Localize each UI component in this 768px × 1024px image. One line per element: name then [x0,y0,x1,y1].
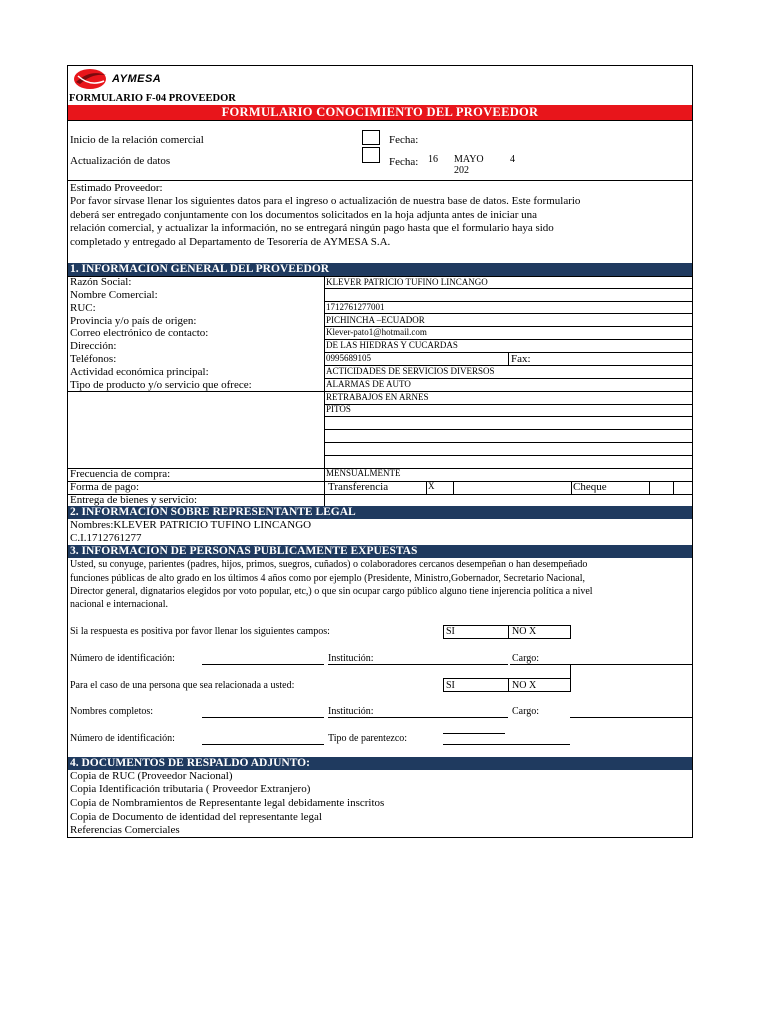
cargo-input[interactable] [510,664,692,665]
full-names-input[interactable] [202,717,324,718]
intro-line-2: Por favor sírvase llenar los siguientes datos para el ingreso o actualización de nuestra base de datos. Este formulario [70,195,581,207]
frecuencia-value[interactable]: MENSUALMENTE [326,468,401,478]
correo-label: Correo electrónico de contacto: [70,327,209,339]
brand-name: AYMESA [112,73,162,85]
actividad-value[interactable]: ACTICIDADES DE SERVICIOS DIVERSOS [326,366,495,376]
tipo-value-1[interactable]: ALARMAS DE AUTO [326,379,411,389]
transferencia-label: Transferencia [328,481,389,493]
cheque-label: Cheque [573,481,607,493]
intro-line-1: Estimado Proveedor: [70,182,163,194]
cargo-label-2: Cargo: [512,706,540,717]
id-number-input-2[interactable] [202,744,324,745]
date-month: MAYO [454,154,484,165]
id-number-input[interactable] [202,664,324,665]
pep-paragraph-3: Director general, dignatarios elegidos por voto popular, etc,) o que sin ocupar cargo público alguno tiene injerencia política a nivel [70,586,593,597]
aymesa-logo [72,67,182,91]
date-year-part: 4 [510,154,515,165]
start-relation-label: Inicio de la relación comercial [70,134,204,146]
provincia-label: Provincia y/o país de origen: [70,315,197,327]
rep-legal-ci: C.I.1712761277 [70,532,142,544]
doc-item-3: Copia de Nombramientos de Representante legal debidamente inscritos [70,797,385,809]
doc-item-1: Copia de RUC (Proveedor Nacional) [70,770,233,782]
id-number-label-2: Número de identificación: [70,733,175,744]
pep-question-1: Si la respuesta es positiva por favor llenar los siguientes campos: [70,626,330,637]
tipo-value-2[interactable]: RETRABAJOS EN ARNES [326,392,429,402]
date-day: 16 [428,154,438,165]
date-label-2: Fecha: [389,156,419,168]
no-option-1-label: NO X [512,626,537,637]
update-data-checkbox[interactable] [362,147,380,163]
tipo-value-3[interactable]: PITOS [326,404,351,414]
date-year-line2: 202 [454,165,469,176]
doc-item-4: Copia de Documento de identidad del representante legal [70,811,322,823]
section3-header: 3. INFORMACION DE PERSONAS PUBLICAMENTE EXPUESTAS [68,545,692,558]
intro-line-4: relación comercial, y actualizar la información, no se entregará ningún pago hasta que el formulario haya sido [70,222,554,234]
fax-label: Fax: [511,353,531,365]
pep-paragraph-4: nacional e internacional. [70,599,169,610]
direccion-value[interactable]: DE LAS HIEDRAS Y CUCARDAS [326,340,458,350]
entrega-label: Entrega de bienes y servicio: [70,494,198,506]
date-label-1: Fecha: [389,134,419,146]
frecuencia-label: Frecuencia de compra: [70,468,171,480]
parentezco-input[interactable] [443,744,570,745]
pep-paragraph-1: Usted, su conyuge, parientes (padres, hijos, primos, suegros, cuñados) o colaboradores cercanos desempeñan o han desempeñado [70,559,588,570]
pep-paragraph-2: funciones públicas de alto grado en los últimos 4 años como por ejemplo (Presidente, Ministro,Gobernador, Secretario Nacional, [70,573,586,584]
form-title: FORMULARIO CONOCIMIENTO DEL PROVEEDOR [68,105,692,120]
pep-question-2: Para el caso de una persona que sea relacionada a usted: [70,680,295,691]
parentezco-label: Tipo de parentezco: [328,733,408,744]
intro-line-5: completado y entregado al Departamento de Tesorería de AYMESA S.A. [70,236,391,248]
ruc-value[interactable]: 1712761277001 [326,302,385,312]
direccion-label: Dirección: [70,340,117,352]
correo-value[interactable]: Klever-pato1@hotmail.com [326,327,427,337]
doc-item-2: Copia Identificación tributaria ( Proveedor Extranjero) [70,783,311,795]
institucion-input-2[interactable] [328,717,508,718]
actividad-label: Actividad económica principal: [70,366,209,378]
section1-header: 1. INFORMACION GENERAL DEL PROVEEDOR [68,263,692,276]
doc-item-5: Referencias Comerciales [70,824,180,836]
section4-header: 4. DOCUMENTOS DE RESPALDO ADJUNTO: [68,757,692,770]
institucion-label-2: Institución: [328,706,374,717]
razon-social-label: Razón Social: [70,276,132,288]
institucion-label: Institución: [328,653,374,664]
forma-pago-label: Forma de pago: [70,481,140,493]
cargo-input-2[interactable] [570,717,692,718]
razon-social-value[interactable]: KLEVER PATRICIO TUFINO LINCANGO [326,277,488,287]
section2-header: 2. INFORMACION SOBRE REPRESENTANTE LEGAL [68,506,692,519]
full-names-label: Nombres completos: [70,706,154,717]
telefonos-value[interactable]: 0995689105 [326,353,371,363]
telefonos-label: Teléfonos: [70,353,117,365]
no-option-2-label: NO X [512,680,537,691]
institucion-input[interactable] [328,664,508,665]
provincia-value[interactable]: PICHINCHA –ECUADOR [326,315,425,325]
update-data-label: Actualización de datos [70,155,171,167]
start-relation-checkbox[interactable] [362,130,380,145]
id-number-label: Número de identificación: [70,653,175,664]
tipo-producto-label: Tipo de producto y/o servicio que ofrece: [70,379,252,391]
nombre-comercial-label: Nombre Comercial: [70,289,158,301]
cargo-label: Cargo: [512,653,540,664]
ruc-label: RUC: [70,302,96,314]
si-option-1-label: SI [446,626,455,637]
form-code: FORMULARIO F-04 PROVEEDOR [69,93,236,104]
transferencia-checkbox[interactable]: X [428,481,435,491]
si-option-2-label: SI [446,680,455,691]
intro-line-3: deberá ser entregado conjuntamente con los documentos solicitados en la hoja adjunta antes de iniciar una [70,209,538,221]
rep-legal-names: Nombres:KLEVER PATRICIO TUFINO LINCANGO [70,519,312,531]
